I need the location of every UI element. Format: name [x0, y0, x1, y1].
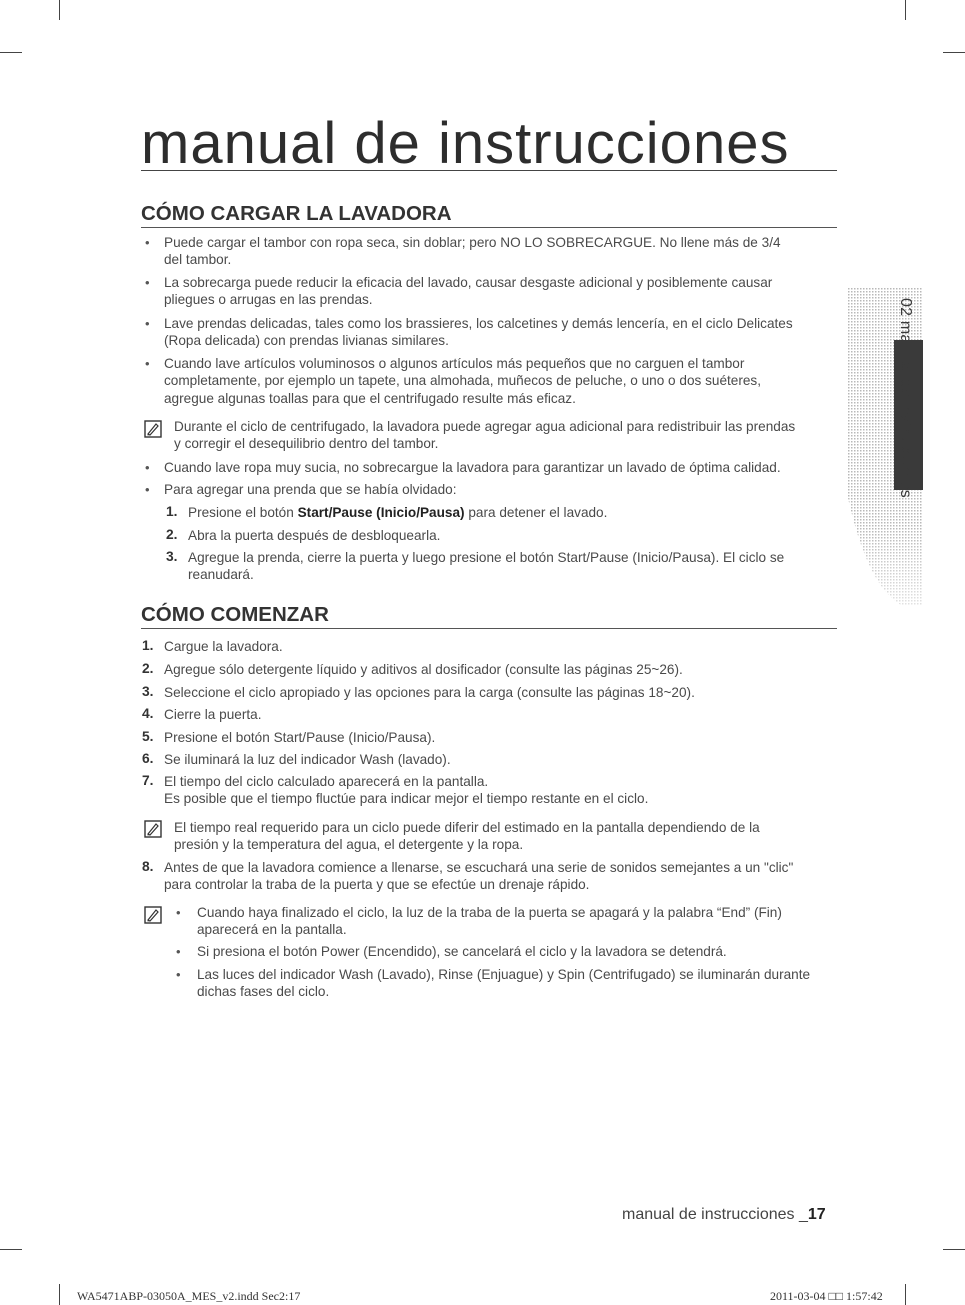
- bullet-item: [164, 274, 772, 309]
- bullet-item: Para agregar una prenda que se había olvidado:: [164, 482, 457, 497]
- step-number: 7.: [142, 773, 154, 788]
- step-text: [188, 504, 607, 521]
- text-line: Las luces del indicador Wash (Lavado), Rinse (Enjuague) y Spin (Centrifugado) se iluminarán durante: [197, 967, 811, 982]
- text-line: reanudará.: [188, 567, 254, 583]
- step-text: Cierre la puerta.: [164, 707, 262, 722]
- step-number: 6.: [142, 751, 154, 766]
- text-span: Presione el botón: [188, 505, 298, 520]
- print-slug-right: 2011-03-04 □□ 1:57:42: [770, 1289, 883, 1303]
- note-bullet: [197, 904, 782, 939]
- crop-mark: [0, 52, 22, 53]
- text-line: completamente, por ejemplo un tapete, una almohada, muñecos de peluche, o uno o dos suéteres,: [164, 373, 762, 389]
- step-number: 2.: [142, 661, 154, 676]
- step-number: 8.: [142, 859, 154, 874]
- step-number: 3.: [142, 684, 154, 699]
- text-line: El tiempo del ciclo calculado aparecerá en la pantalla.: [164, 774, 489, 789]
- text-line: para controlar la traba de la puerta y que se efectúe un drenaje rápido.: [164, 877, 590, 893]
- crop-mark: [943, 1249, 965, 1250]
- crop-mark: [59, 1284, 60, 1305]
- note-text: [174, 819, 760, 854]
- section-title-loading: CÓMO CARGAR LA LAVADORA: [141, 203, 837, 228]
- crop-mark: [0, 1249, 22, 1250]
- text-span: para detener el lavado.: [464, 505, 608, 520]
- step-number: 1.: [166, 504, 178, 519]
- crop-mark: [59, 0, 60, 20]
- text-line: Cuando haya finalizado el ciclo, la luz de la traba de la puerta se apagará y la palabra “End” (Fin): [197, 905, 782, 920]
- step-text: [164, 859, 793, 894]
- bullet-item: [164, 355, 761, 407]
- bullet-dot: •: [145, 460, 150, 475]
- text-line: Durante el ciclo de centrifugado, la lavadora puede agregar agua adicional para redistribuir las prendas: [174, 419, 796, 434]
- bullet-item: Cuando lave ropa muy sucia, no sobrecargue la lavadora para garantizar un lavado de óptima calidad.: [164, 460, 781, 475]
- page-title-text: manual de instrucciones: [141, 111, 790, 176]
- bullet-item: [164, 315, 793, 350]
- bullet-dot: •: [176, 905, 181, 920]
- step-text: Se iluminará la luz del indicador Wash (lavado).: [164, 752, 451, 767]
- text-line: (Ropa delicada) con prendas livianas similares.: [164, 333, 449, 349]
- section-title-start: CÓMO COMENZAR: [141, 604, 837, 629]
- text-line: Antes de que la lavadora comience a llenarse, se escuchará una serie de sonidos semejantes a un "clic": [164, 860, 794, 875]
- bullet-dot: •: [176, 944, 181, 959]
- note-bullet: [197, 966, 810, 1001]
- step-number: 3.: [166, 549, 178, 564]
- text-line: El tiempo real requerido para un ciclo puede diferir del estimado en la pantalla dependiendo de la: [174, 820, 760, 835]
- crop-mark: [905, 0, 906, 20]
- page-footer: [622, 1206, 826, 1224]
- step-text: Presione el botón Start/Pause (Inicio/Pausa).: [164, 730, 436, 745]
- bullet-dot: •: [145, 316, 150, 331]
- step-number: 5.: [142, 729, 154, 744]
- step-text: Seleccione el ciclo apropiado y las opciones para la carga (consulte las páginas 18~20).: [164, 685, 695, 700]
- step-text: [164, 773, 648, 808]
- text-line: La sobrecarga puede reducir la eficacia del lavado, causar desgaste adicional y posiblemente causar: [164, 275, 773, 290]
- text-line: presión y la temperatura del agua, el detergente y la ropa.: [174, 837, 524, 853]
- text-line: pliegues o arrugas en las prendas.: [164, 292, 373, 308]
- step-text: Agregue sólo detergente líquido y aditivos al dosificador (consulte las páginas 25~26).: [164, 662, 683, 677]
- text-line: aparecerá en la pantalla.: [197, 922, 347, 938]
- bullet-dot: •: [145, 356, 150, 371]
- note-icon: [144, 820, 162, 838]
- text-line: agregue algunas toallas para que el centrifugado resulte más eficaz.: [164, 390, 576, 406]
- bullet-dot: •: [145, 275, 150, 290]
- text-line: y corregir el desequilibrio dentro del tambor.: [174, 436, 439, 452]
- bullet-dot: •: [145, 482, 150, 497]
- bullet-dot: •: [145, 235, 150, 250]
- side-tab-label: 02 manual de instrucciones: [897, 298, 914, 498]
- page-title: [141, 111, 837, 176]
- bullet-dot: •: [176, 967, 181, 982]
- step-text: [188, 549, 784, 584]
- crop-mark: [943, 52, 965, 53]
- note-bullet: Si presiona el botón Power (Encendido), se cancelará el ciclo y la lavadora se detendrá.: [197, 944, 727, 959]
- step-number: 4.: [142, 706, 154, 721]
- step-number: 1.: [142, 638, 154, 653]
- note-text: [174, 418, 795, 453]
- bullet-item: [164, 234, 781, 269]
- text-line: Agregue la prenda, cierre la puerta y luego presione el botón Start/Pause (Inicio/Pausa). El ciclo se: [188, 550, 785, 565]
- text-line: Cuando lave artículos voluminosos o algunos artículos más pequeños que no carguen el tambor: [164, 356, 745, 371]
- note-icon: [144, 420, 162, 438]
- note-icon: [144, 906, 162, 924]
- bold-button-name: Start/Pause (Inicio/Pausa): [297, 505, 465, 520]
- footer-text: manual de instrucciones _: [622, 1206, 808, 1223]
- text-line: del tambor.: [164, 252, 232, 268]
- text-line: Es posible que el tiempo fluctúe para indicar mejor el tiempo restante en el ciclo.: [164, 791, 649, 807]
- step-text: Cargue la lavadora.: [164, 639, 283, 654]
- print-slug-left: WA5471ABP-03050A_MES_v2.indd Sec2:17: [77, 1289, 301, 1303]
- crop-mark: [905, 1284, 906, 1305]
- step-number: 2.: [166, 527, 178, 542]
- text-line: Lave prendas delicadas, tales como los brassieres, los calcetines y demás lencería, en el ciclo Delicates: [164, 316, 793, 331]
- text-line: Puede cargar el tambor con ropa seca, sin doblar; pero NO LO SOBRECARGUE. No llene más de 3/4: [164, 235, 781, 250]
- step-text: Abra la puerta después de desbloquearla.: [188, 528, 441, 543]
- text-line: dichas fases del ciclo.: [197, 984, 330, 1000]
- page-number: 17: [807, 1206, 826, 1223]
